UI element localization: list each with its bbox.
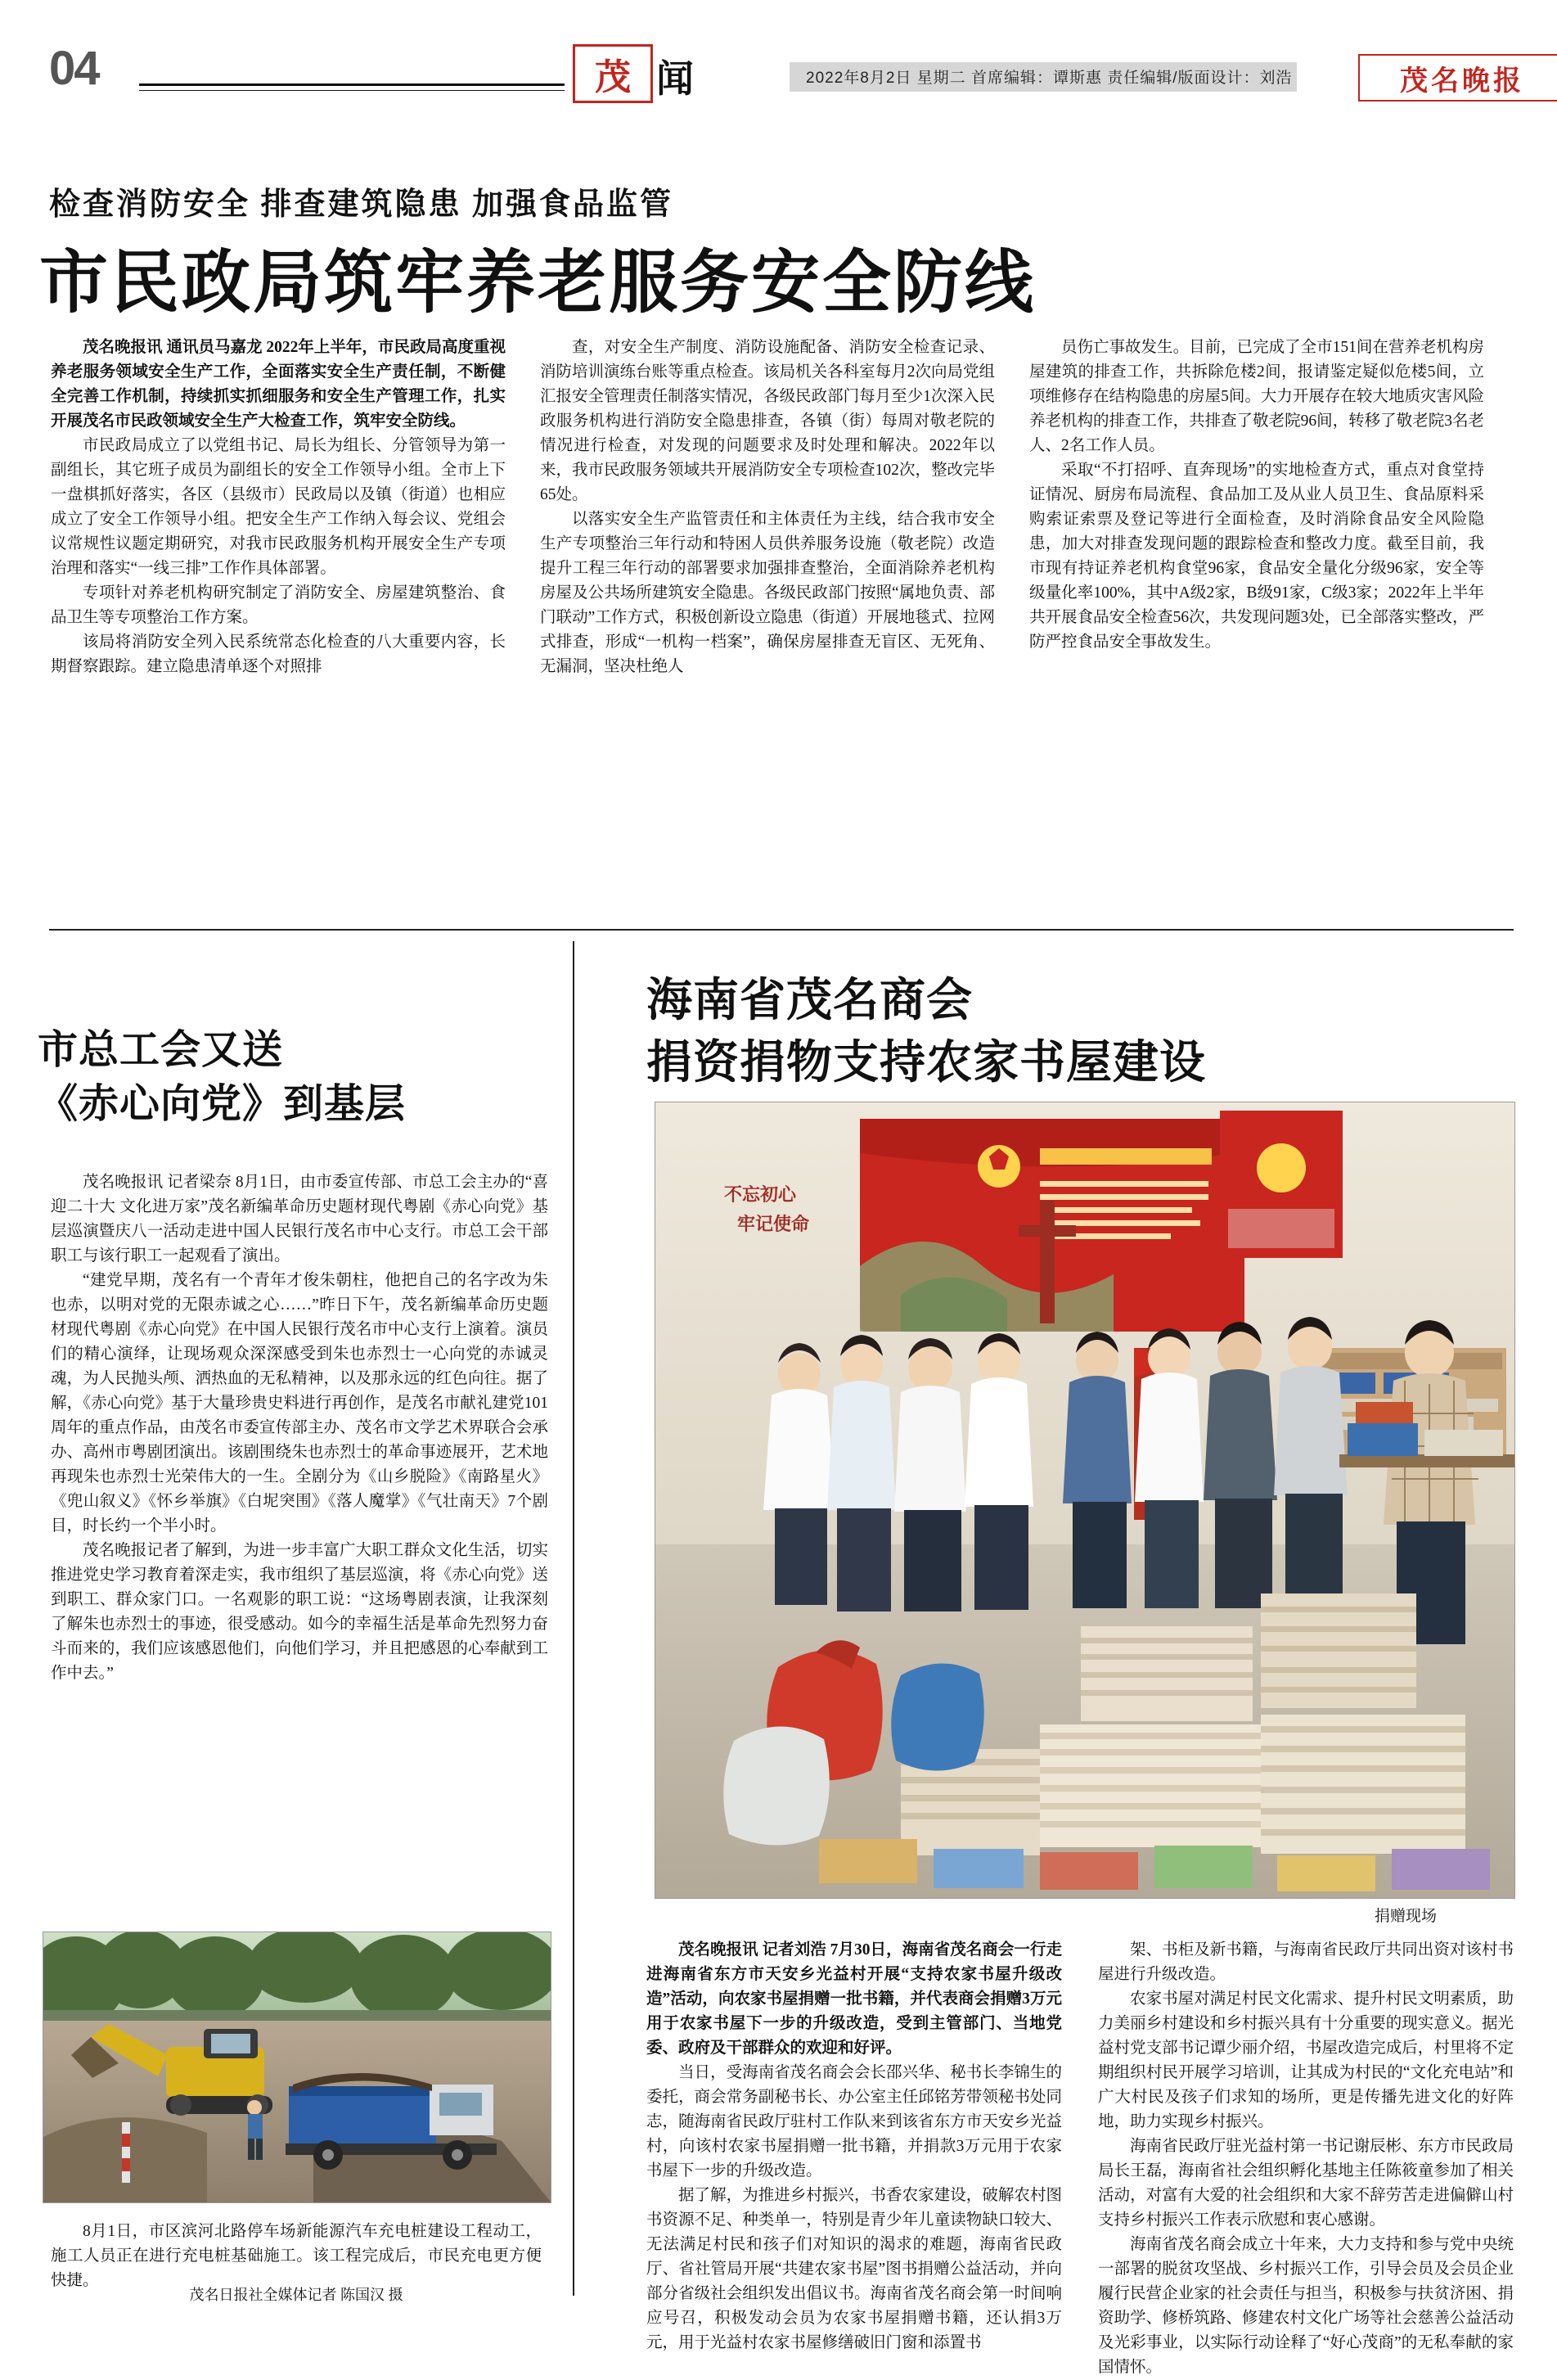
paper-logo xyxy=(1358,54,1557,101)
paragraph: 员伤亡事故发生。目前，已完成了全市151间在营养老机构房屋建筑的排查工作，共拆除危楼2间，报请鉴定疑似危楼5间，立项维修存在结构隐患的房屋5间。大力开展存在较大地质灾害风险养老机构的排查工作，共排查了敬老院96间，转移了敬老院3名老人、2名工作人员。 xyxy=(1029,339,1484,454)
photo-donation-scene-image xyxy=(655,1102,1514,1898)
paragraph: 海南省茂名商会成立十年来，大力支持和参与党中央统一部署的脱贫攻坚战、乡村振兴工作，引导会员及会员企业履行民营企业家的社会责任与担当，积极参与扶贫济困、捐资助学、修桥筑路、修建农村文化广场等社会慈善公益活动及光彩事业，以实际行动诠释了“好心茂商”的无私奉献的家国情怀。 xyxy=(1098,2236,1514,2376)
hainan-headline-line-2: 捐资捐物支持农家书屋建设 xyxy=(646,1038,1206,1089)
paragraph: 茂名晚报记者了解到，为进一步丰富广大职工群众文化生活，切实推进党史学习教育着深走实，我市组织了基层巡演，将《赤心向党》送到职工、群众家门口。一名观影的职工说：“这场粤剧表演，让我深刻了解朱也赤烈士的事迹，很受感动。如今的幸福生活是革命先烈努力奋斗而来的，我们应该感恩他们，向他们学习，并且把感恩的心奉献到工作中去。” xyxy=(51,1542,548,1682)
hainan-story-column-1 xyxy=(646,1938,1062,2355)
paragraph: 海南省民政厅驻光益村第一书记谢辰彬、东方市民政局局长王磊，海南省社会组织孵化基地主任陈筱童参加了相关活动，对富有大爱的社会组织和大家不辞劳苦走进偏僻山村支持乡村振兴工作表示欣慰和衷心感谢。 xyxy=(1098,2138,1514,2229)
top-story-column-1 xyxy=(51,336,506,679)
paragraph: 茂名晚报讯 记者刘浩 7月30日，海南省茂名商会一行走进海南省东方市天安乡光益村开展“支持农家书屋升级改造”活动，向农家书屋捐赠一批书籍，并代表商会捐赠3万元用于农家书屋下一步的升级改造，受到主管部门、当地党委、政府及干部群众的欢迎和好评。 xyxy=(646,1941,1062,2057)
top-story-kicker: 检查消防安全 排查建筑隐患 加强食品监管 xyxy=(49,187,674,222)
hainan-story-headline xyxy=(646,970,1514,1094)
section-logo-box xyxy=(573,44,653,103)
horizontal-divider xyxy=(49,929,1514,931)
paragraph: 专项针对养老机构研究制定了消防安全、房屋建筑整治、食品卫生等专项整治工作方案。 xyxy=(51,584,506,626)
photo-construction-site xyxy=(43,1931,551,2203)
paragraph: “建党早期，茂名有一个青年才俊朱朝柱，他把自己的名字改为朱也赤，以明对党的无限赤诚之心……”昨日下午，茂名新编革命历史题材现代粤剧《赤心向党》在中国人民银行茂名市中心支行上演着。演员们的精心演绎，让现场观众深深感受到朱也赤烈士一心向党的赤诚灵魂，为人民抛头颅、洒热血的无私精神，以及那永远的红色向往。据了解，《赤心向党》基于大量珍贵史料进行再创作，是茂名市献礼建党101周年的重点作品，由茂名市委宣传部主办、茂名市文学艺术界联合会承办、高州市粤剧团演出。该剧围绕朱也赤烈士的革命事迹展开，艺术地再现朱也赤烈士光荣伟大的一生。全剧分为《山乡脱险》《南路星火》《兜山叙义》《怀乡举旗》《白坭突围》《落人魔掌》《气壮南天》7个剧目，时长约一个半小时。 xyxy=(51,1272,548,1535)
union-headline-line-2: 《赤心向党》到基层 xyxy=(38,1081,407,1126)
vertical-divider xyxy=(573,941,574,2296)
section-logo-char: 茂 xyxy=(595,57,631,97)
paragraph: 架、书柜及新书籍，与海南省民政厅共同出资对该村书屋进行升级改造。 xyxy=(1098,1941,1514,1983)
paragraph: 当日，受海南省茂名商会会长邵兴华、秘书长李锦生的委托，商会常务副秘书长、办公室主任邱铭芳带领秘书处同志，随海南省民政厅驻村工作队来到该省东方市天安乡光益村，向该村农家书屋捐赠一批书籍，并捐款3万元用于农家书屋下一步的升级改造。 xyxy=(646,2064,1062,2179)
svg-text:牢记使命: 牢记使命 xyxy=(737,1214,810,1234)
section-title: 闻 xyxy=(656,58,695,100)
top-story-column-2 xyxy=(540,336,995,679)
paragraph: 市民政局成立了以党组书记、局长为组长、分管领导为第一副组长，其它班子成员为副组长的安全工作领导小组。全市上下一盘棋抓好落实，各区（县级市）民政局以及镇（街道）也相应成立了安全工作领导小组。把安全生产工作纳入每会议、党组会议常规性议题定期研究，对我市民政服务机构开展安全生产专项治理和落实“一线三排”工作作具体部署。 xyxy=(51,437,506,577)
page-number: 04 xyxy=(49,42,99,95)
caption-text: 8月1日，市区滨河北路停车场新能源汽车充电桩建设工程动工，施工人员正在进行充电桩基础施工。该工程完成后，市民充电更方便快捷。 xyxy=(51,2223,542,2289)
union-story-body xyxy=(51,1170,548,1686)
date-and-editors: 2022年8月2日 星期二 首席编辑：谭斯惠 责任编辑/版面设计：刘浩 xyxy=(806,70,1293,87)
paragraph: 采取“不打招呼、直奔现场”的实地检查方式，重点对食堂持证情况、厨房布局流程、食品加工及从业人员卫生、食品原料采购索证索票及登记等进行全面检查，及时消除食品安全风险隐患，加大对排查发现问题的跟踪检查和整改力度。截至目前，我市现有持证养老机构食堂96家，食品安全量化分级96家，安全等级量化率100%，其中A级2家，B级91家，C级3家；2022年上半年共开展食品安全检查56次，共发现问题3处，已全部落实整改，严防严控食品安全事故发生。 xyxy=(1029,462,1484,651)
union-headline-line-1: 市总工会又送 xyxy=(38,1027,284,1072)
svg-text:不忘初心: 不忘初心 xyxy=(724,1184,797,1205)
top-story-headline: 市民政局筑牢养老服务安全防线 xyxy=(39,246,1037,322)
masthead-rule-2 xyxy=(139,90,565,91)
hainan-headline-line-1: 海南省茂名商会 xyxy=(646,976,973,1026)
paragraph: 农家书屋对满足村民文化需求、提升村民文明素质，助力美丽乡村建设和乡村振兴具有十分重要的现实意义。据光益村党支部书记谭少丽介绍，书屋改造完成后，村里将不定期组织村民开展学习培训，让其成为村民的“文化充电站”和广大村民及孩子们求知的场所，更是传播先进文化的好阵地，助力实现乡村振兴。 xyxy=(1098,1990,1514,2130)
photo-construction-credit: 茂名日报社全媒体记者 陈国汉 摄 xyxy=(189,2287,403,2303)
paragraph: 以落实安全生产监管责任和主体责任为主线，结合我市安全生产专项整治三年行动和特困人员供养服务设施（敬老院）改造提升工程三年行动的部署要求加强排查整治，全面消除养老机构房屋及公共场所建筑安全隐患。各级民政部门按照“属地负责、部门联动”工作方式，积极创新设立隐患（街道）开展地毯式、拉网式排查，形成“一机构一档案”，确保房屋排查无盲区、无死角、无漏洞，坚决杜绝人 xyxy=(540,511,995,675)
photo-construction-caption xyxy=(51,2220,542,2293)
masthead-rule xyxy=(139,83,565,86)
masthead xyxy=(49,33,1524,108)
paragraph: 查，对安全生产制度、消防设施配备、消防安全检查记录、消防培训演练台账等重点检查。该局机关各科室每月2次向局党组汇报安全管理责任制落实情况，各级民政部门每月至少1次深入民政服务机构进行消防安全隐患排查，各镇（街）每周对敬老院的情况进行检查，对发现的问题要求及时处理和解决。2022年以来，我市民政服务领域共开展消防安全专项检查102次，整改完毕65处。 xyxy=(540,339,995,503)
paragraph: 茂名晚报讯 通讯员马嘉龙 2022年上半年，市民政局高度重视养老服务领域安全生产工作，全面落实安全生产责任制，不断健全完善工作机制，持续抓实抓细服务和安全生产管理工作，扎实开展茂名市民政领域安全生产大检查工作，筑牢安全防线。 xyxy=(51,339,506,430)
photo-construction-site-image xyxy=(43,1932,551,2202)
paper-logo-text: 茂名晚报 xyxy=(1400,65,1524,97)
paragraph: 据了解，为推进乡村振兴，书香农家建设，破解农村图书资源不足、种类单一，特别是青少年儿童读物缺口较大、无法满足村民和孩子们对知识的渴求的难题，海南省民政厅、省社管局开展“共建农家书屋”图书捐赠公益活动，并向部分省级社会组织发出倡议书。海南省茂名商会第一时间响应号召，积极发动会员为农家书屋捐赠书籍，还认捐3万元，用于光益村农家书屋修缮破旧门窗和添置书 xyxy=(646,2187,1062,2351)
paragraph: 茂名晚报讯 记者梁奈 8月1日，由市委宣传部、市总工会主办的“喜迎二十大 文化进万家”茂名新编革命历史题材现代粤剧《赤心向党》基层巡演暨庆八一活动走进中国人民银行茂名市中心支行。市总工会干部职工与该行职工一起观看了演出。 xyxy=(51,1174,548,1264)
photo-donation-scene xyxy=(655,1102,1515,1899)
paragraph: 该局将消防安全列入民系统常态化检查的八大重要内容，长期督察跟踪。建立隐患清单逐个对照排 xyxy=(51,633,506,675)
hainan-story-column-2 xyxy=(1098,1938,1514,2380)
photo-donation-caption: 捐赠现场 xyxy=(1375,1908,1438,1925)
union-story-headline xyxy=(38,1023,545,1131)
top-story-column-3 xyxy=(1029,336,1484,655)
